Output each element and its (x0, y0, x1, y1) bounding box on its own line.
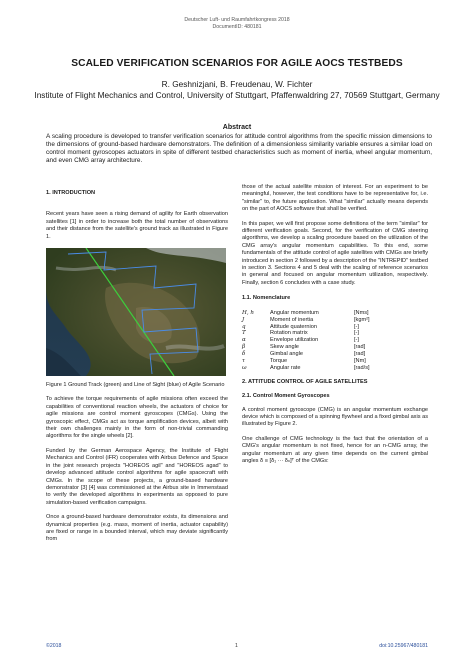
subsection-heading: 2.1. Control Moment Gyroscopes (242, 393, 330, 400)
nomenclature-sym: q (242, 323, 246, 330)
nomenclature-row (242, 330, 370, 337)
nomenclature-desc: Moment of inertia (270, 316, 314, 323)
paragraph: To achieve the torque requirements of agile missions often exceed the capabilities of conventional reaction wheels, the actuators of choice for agile missions are control moment gyroscopes (CMGs). Using the gyroscopic effect, CMGs act as torque amplification devices, albeit with their own challenges mainly in the form of non-trivial commanding algorithms for the single wheels [2]. (46, 396, 228, 440)
nomenclature-sym: β (242, 344, 246, 351)
section-heading: 1. INTRODUCTION (46, 190, 96, 196)
paragraph: Recent years have seen a rising demand of agility for Earth observation satellites [1] in order to increase both the total number of observations and their distance from the satellite's ground track as illustrated in Figure 1. (46, 211, 228, 240)
footer-copyright: ©2018 (46, 643, 62, 649)
nomenclature-row (242, 324, 370, 331)
nomenclature-row (242, 365, 370, 372)
paragraph: those of the actual satellite mission of interest. For an experiment to be meaningful, however, the test conditions have to be representative for, i.e. "similar" to, the future application. What "similar" actually means depends on the part of AOCS software that shall be verified. (242, 184, 428, 213)
nomenclature-sym: J (242, 316, 245, 323)
left-column (46, 190, 228, 544)
subsection-heading: 1.1. Nomenclature (242, 295, 291, 302)
nomenclature-table (242, 310, 370, 372)
satellite-map-image (46, 248, 226, 376)
paper-title: SCALED VERIFICATION SCENARIOS FOR AGILE AOCS TESTBEDS (71, 58, 403, 69)
nomenclature-row (242, 344, 370, 351)
figure-ground-track (46, 248, 226, 376)
nomenclature-desc: Torque (270, 358, 288, 365)
nomenclature-unit: [-] (354, 337, 359, 344)
nomenclature-row (242, 317, 370, 324)
nomenclature-desc: Angular rate (270, 364, 301, 371)
conference-name: Deutscher Luft- und Raumfahrtkongress 2018 (184, 17, 290, 23)
nomenclature-desc: Envelope utilization (270, 337, 319, 344)
nomenclature-unit: [-] (354, 323, 359, 330)
nomenclature-unit: [-] (354, 330, 359, 337)
nomenclature-unit: [Nms] (354, 309, 369, 316)
affiliation: Institute of Flight Mechanics and Control, University of Stuttgart, Pfaffenwaldring 27, 70569 Stuttgart, Germany (34, 90, 440, 100)
paragraph: One challenge of CMG technology is the fact that the orientation of a CMG's angular momentum is not fixed, hence for an n-CMG array, the angular momentum at any given time depends on the current gimbal angles δ ≡ [δ₁ ··· δₙ]ᵀ of the CMGs: (242, 435, 428, 465)
paragraph: In this paper, we will first propose some definitions of the term "similar" for different verification goals. Second, for the verification of CMG steering algorithms, we develop a scaling procedure based on the utilization of the CMG array's angular momentum capabilities. To this end, some fundamentals of the attitude control of agile satellites with CMGs are briefly introduced in section 2 followed by a description of the "INTREPID" testbed in section 3. Sections 4 and 5 deal with the scaling of reference scenarios in general and focused on angular momentum utilization, respectively. Finally, section 6 concludes with a case study. (242, 220, 428, 286)
abstract-heading: Abstract (222, 124, 252, 131)
nomenclature-unit: [kgm²] (354, 316, 370, 323)
nomenclature-row (242, 351, 370, 358)
paragraph: Once a ground-based hardware demonstrator exists, its dimensions and dynamical properties (e.g. mass, moment of inertia, actuator capability) are fixed or range in a bounded interval, which may deviate significantly from (46, 514, 228, 543)
nomenclature-desc: Attitude quaternion (270, 323, 317, 330)
nomenclature-sym: H, h (242, 309, 255, 316)
nomenclature-desc: Skew angle (270, 344, 299, 351)
nomenclature-desc: Angular momentum (270, 309, 319, 316)
nomenclature-unit: [rad/s] (354, 364, 370, 371)
nomenclature-sym: α (242, 337, 246, 344)
document-id: DocumentID: 480181 (212, 24, 262, 30)
nomenclature-row (242, 310, 370, 317)
authors: R. Geshnizjani, B. Freudenau, W. Fichter (161, 79, 313, 89)
right-column (242, 184, 428, 466)
nomenclature-desc: Gimbal angle (270, 351, 303, 358)
paragraph: Funded by the German Aerospace Agency, the Institute of Flight Mechanics and Control (iFR) cooperates with Airbus Defence and Space in the joint research projects "HOREOS agil" and "HOREOS agad" to develop advanced attitude control algorithms for agile spacecraft with CMGs. In the scope of these projects, a ground-based hardware demonstrator [3] [4] was commissioned at the Airbus site in Immenstaad to verify the developed algorithms in experiments as opposed to pure simulation-based verification campaigns. (46, 447, 228, 506)
footer-doi-link[interactable]: doi:10.25967/480181 (379, 643, 428, 649)
nomenclature-sym: δ (242, 351, 246, 358)
nomenclature-unit: [Nm] (354, 358, 366, 365)
nomenclature-row (242, 358, 370, 365)
paragraph: A control moment gyroscope (CMG) is an angular momentum exchange device which is composed of a spinning flywheel and a fixed gimbal axis as illustrated by Figure 2. (242, 406, 428, 428)
nomenclature-sym: ω (242, 364, 247, 371)
abstract-text: A scaling procedure is developed to transfer verification scenarios for attitude control algorithms from the specific mission dimensions to the dimensions of ground-based hardware demonstrators. The definition of a dimensionless similarity variable ensures a similar load on control moment gyroscopes actuators in spite of different testbed characteristics such as moment of inertia, wheel angular momentum, and even CMG array architecture. (46, 133, 432, 165)
nomenclature-sym: τ (242, 358, 246, 365)
nomenclature-unit: [rad] (354, 351, 366, 358)
section-heading: 2. ATTITUDE CONTROL OF AGILE SATELLITES (242, 378, 368, 385)
nomenclature-unit: [rad] (354, 344, 366, 351)
nomenclature-desc: Rotation matrix (270, 330, 308, 337)
page-number: 1 (235, 643, 238, 649)
nomenclature-row (242, 337, 370, 344)
figure-caption: Figure 1 Ground Track (green) and Line of Sight (blue) of Agile Scenario (46, 382, 225, 389)
nomenclature-sym: T (242, 330, 246, 337)
